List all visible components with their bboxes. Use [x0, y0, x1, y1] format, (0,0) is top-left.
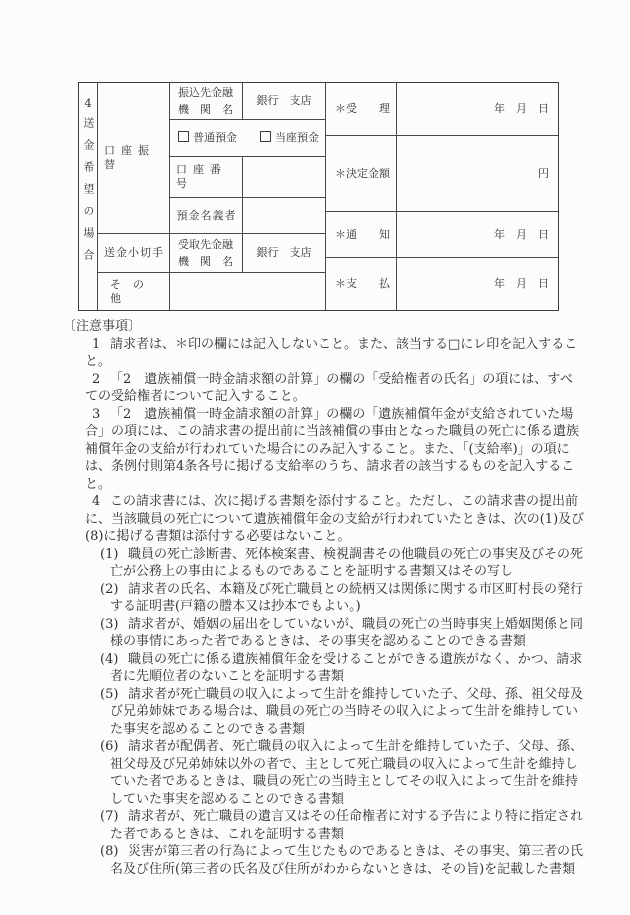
- section-label: 送金希望の場合: [81, 117, 95, 272]
- note-subitem-3-text: 請求者が、婚姻の届出をしていないが、職員の死亡の当時事実上婚姻関係と同様の事情にあった者であるときは、その事実を認めることのできる書類: [110, 616, 584, 649]
- current-account-checkbox[interactable]: [260, 131, 271, 142]
- transfer-bank-name-line1: 振込先金融: [178, 85, 233, 99]
- note-item-3-text: 「2 遺族補償一時金請求額の計算」の欄の「遺族補償年金が支給されていた場合」の項には、この請求書の提出前に当該補償の事由となった職員の死亡に係る遺族補償年金の支給が行われていた場合にのみ記入すること。また、「(支給率)」の項には、条例付則第4条各号に掲げる支給率のうち、請求者の該当するものを記入すること。: [85, 406, 580, 492]
- ordinary-account-label: 普通預金: [193, 131, 237, 145]
- notes-heading: 〔注意事項〕: [63, 319, 142, 334]
- acceptance-label: ＊受 理: [326, 83, 397, 136]
- note-item-2-number: 2: [92, 371, 101, 387]
- payment-label: ＊支 払: [326, 258, 397, 310]
- section-number: 4: [84, 96, 92, 110]
- note-item-1: [85, 336, 585, 371]
- other-method-field[interactable]: [170, 273, 326, 310]
- note-subitem-4-text: 職員の死亡に係る遺族補償年金を受けることができる遺族がなく、かつ、請求者に先順位者のないことを証明する書類: [110, 651, 583, 684]
- account-number-field[interactable]: [243, 157, 326, 198]
- note-subitem-3: [100, 616, 585, 651]
- transfer-bank-name-label: [170, 83, 243, 120]
- note-subitem-1-text: 職員の死亡診断書、死体検案書、検視調書その他職員の死亡の事実及びその死亡が公務上の事由によるものであることを証明する書類又はその写し: [110, 546, 584, 579]
- note-subitem-4-number: (4): [100, 651, 119, 667]
- depositor-name-label: 預金名義者: [170, 198, 243, 234]
- receiving-bank-name-line2: 機 関 名: [178, 254, 233, 268]
- note-subitem-5: [100, 686, 585, 739]
- note-item-3-number: 3: [92, 406, 101, 422]
- receiving-bank-name-line1: 受取先金融: [178, 237, 233, 251]
- current-account-label: 当座預金: [275, 131, 319, 145]
- method-other-label: その他: [98, 273, 170, 310]
- remittance-table: [78, 82, 559, 311]
- receiving-bank-branch-field[interactable]: 銀行 支店: [243, 234, 326, 273]
- note-subitem-2-text: 請求者の氏名、本籍及び死亡職員との続柄又は関係に関する市区町村長の発行する証明書(戸籍の謄本又は抄本でもよい。): [110, 581, 584, 614]
- transfer-bank-name-line2: 機 関 名: [178, 102, 233, 116]
- note-subitem-6: [100, 738, 585, 808]
- note-item-1-text: 請求者は、＊印の欄には記入しないこと。また、該当する□にレ印を記入すること。: [85, 336, 578, 369]
- method-account-transfer-label: 口座振替: [98, 83, 170, 234]
- note-subitem-1: [100, 546, 585, 581]
- account-type-row: [170, 120, 326, 157]
- ordinary-account-checkbox[interactable]: [178, 131, 189, 142]
- notification-label: ＊通 知: [326, 212, 397, 258]
- section-header-remittance: [79, 83, 98, 310]
- note-subitem-8: [100, 843, 585, 878]
- depositor-name-field[interactable]: [243, 198, 326, 234]
- note-subitem-7: [100, 808, 585, 843]
- note-item-4: [85, 493, 585, 546]
- current-account-option[interactable]: [260, 131, 319, 145]
- note-subitem-5-text: 請求者が死亡職員の収入によって生計を維持していた子、父母、孫、祖父母及び兄弟姉妹である場合は、職員の死亡の当時その収入によって生計を維持していた事実を認めることのできる書類: [110, 686, 584, 737]
- note-item-3: [85, 406, 585, 494]
- transfer-bank-branch-field[interactable]: 銀行 支店: [243, 83, 326, 120]
- note-item-1-number: 1: [92, 336, 101, 352]
- note-subitem-7-text: 請求者が、死亡職員の遺言又はその任命権者に対する予告により特に指定された者であるときは、これを証明する書類: [110, 809, 584, 842]
- note-subitem-2: [100, 581, 585, 616]
- method-remittance-check-label: 送金小切手: [98, 234, 170, 273]
- note-subitem-6-text: 請求者が配偶者、死亡職員の収入によって生計を維持していた子、父母、孫、祖父母及び兄弟姉妹以外の者で、主として死亡職員の収入によって生計を維持していた者であるときは、職員の死亡の当時主としてその収入によって生計を維持していた事実を認めることのできる書類: [110, 739, 584, 807]
- notification-date-field[interactable]: 年 月 日: [397, 212, 558, 258]
- decided-amount-field[interactable]: 円: [397, 136, 558, 212]
- note-subitem-8-text: 災害が第三者の行為によって生じたものであるときは、その事実、第三者の氏名及び住所(第三者の氏名及び住所がわからないときは、その旨)を記載した書類: [110, 844, 584, 877]
- decided-amount-label: ＊決定金額: [326, 136, 397, 212]
- note-subitem-3-number: (3): [100, 616, 119, 632]
- note-item-2-text: 「2 遺族補償一時金請求額の計算」の欄の「受給権者の氏名」の項には、すべての受給権者について記入すること。: [85, 371, 574, 404]
- note-subitem-6-number: (6): [100, 739, 119, 754]
- note-item-2: [85, 371, 585, 406]
- payment-date-field[interactable]: 年 月 日: [494, 277, 549, 291]
- note-subitem-1-number: (1): [100, 546, 119, 562]
- note-subitem-2-number: (2): [100, 581, 119, 597]
- account-number-label: 口座番号: [170, 157, 243, 198]
- ordinary-account-option[interactable]: [178, 131, 237, 145]
- note-item-4-text: この請求書には、次に掲げる書類を添付すること。ただし、この請求書の提出前に、当該職員の死亡について遺族補償年金の支給が行われていたときは、次の(1)及び(8)に掲げる書類は添付する必要はないこと。: [85, 494, 585, 544]
- receiving-bank-name-label: [170, 234, 243, 273]
- notes-section: [0, 318, 630, 878]
- acceptance-date-field[interactable]: 年 月 日: [397, 83, 558, 136]
- note-item-4-number: 4: [92, 494, 101, 509]
- note-subitem-5-number: (5): [100, 686, 119, 702]
- note-subitem-4: [100, 651, 585, 686]
- note-subitem-8-number: (8): [100, 844, 119, 859]
- note-subitem-7-number: (7): [100, 809, 119, 824]
